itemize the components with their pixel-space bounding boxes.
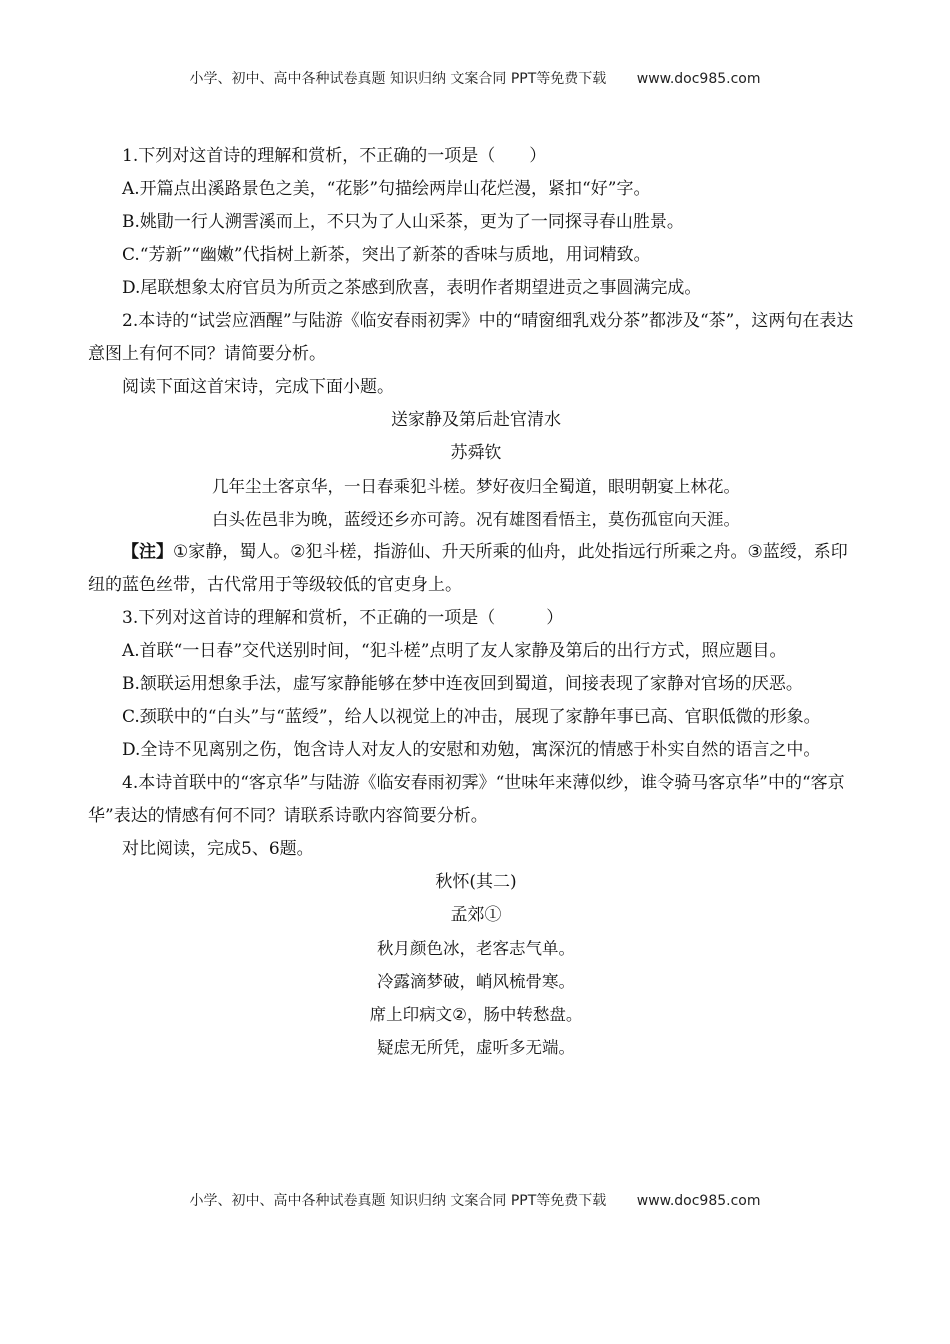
poem-2-title: 秋怀(其二): [435, 872, 517, 892]
question-4: 4.本诗首联中的“客京华”与陆游《临安春雨初霁》“世味年来薄似纱，谁令骑马客京华”中的“客京华”表达的情感有何不同？请联系诗歌内容简要分析。: [88, 773, 845, 826]
poem-1-line-1: 几年尘土客京华，一日春乘犯斗槎。梦好夜归全蜀道，眼明朝宴上林花。: [212, 477, 740, 496]
footer-url[interactable]: www.doc985.com: [636, 1193, 761, 1209]
poem-2-line-3: 席上印病文②，肠中转愁盘。: [369, 1005, 583, 1024]
header-url[interactable]: www.doc985.com: [636, 71, 761, 87]
question-1-option-d: D.尾联想象太府官员为所贡之茶感到欣喜，表明作者期望进贡之事圆满完成。: [122, 278, 702, 298]
question-2: 2.本诗的“试尝应酒醒”与陆游《临安春雨初霁》中的“晴窗细乳戏分茶”都涉及“茶”，这两句在表达意图上有何不同？请简要分析。: [88, 311, 854, 364]
footer-text: 小学、初中、高中各种试卷真题 知识归纳 文案合同 PPT等免费下载: [189, 1193, 607, 1209]
poem-2-line-2: 冷露滴梦破，峭风梳骨寒。: [377, 972, 575, 991]
question-3-option-a: A.首联“一日春”交代送别时间，“犯斗槎”点明了友人家静及第后的出行方式，照应题目。: [122, 641, 787, 661]
poem-1-note: [88, 536, 864, 602]
page-header: [0, 68, 950, 88]
poem-2-author: 孟郊①: [450, 905, 502, 925]
note-body: ①家静，蜀人。②犯斗槎，指游仙、升天所乘的仙舟，此处指远行所乘之舟。③蓝绶，系印纽的蓝色丝带，古代常用于等级较低的官吏身上。: [88, 542, 848, 595]
document-body: [88, 140, 864, 1064]
poem-1-line-2: 白头佐邑非为晚，蓝绶还乡亦可誇。况有雄图看悟主，莫伤孤宦向天涯。: [212, 510, 740, 529]
question-3-option-d: D.全诗不见离别之伤，饱含诗人对友人的安慰和劝勉，寓深沉的情感于朴实自然的语言之中。: [122, 740, 821, 760]
poem-1-author: 苏舜钦: [450, 443, 502, 463]
reading-intro-2: 对比阅读，完成5、6题。: [122, 839, 314, 859]
poem-2-line-4: 疑虑无所凭，虚听多无端。: [377, 1038, 575, 1057]
question-3-stem: 3.下列对这首诗的理解和赏析，不正确的一项是（ ）: [122, 608, 564, 628]
question-1-stem: 1.下列对这首诗的理解和赏析，不正确的一项是（ ）: [122, 146, 547, 166]
question-1-option-c: C.“芳新”“幽嫩”代指树上新茶，突出了新茶的香味与质地，用词精致。: [122, 245, 651, 265]
header-text: 小学、初中、高中各种试卷真题 知识归纳 文案合同 PPT等免费下载: [189, 71, 607, 87]
question-1-option-b: B.姚勖一行人溯霅溪而上，不只为了人山采茶，更为了一同探寻春山胜景。: [122, 212, 684, 232]
poem-2-line-1: 秋月颜色冰，老客志气单。: [377, 939, 575, 958]
page-footer: [0, 1190, 950, 1210]
poem-1-title: 送家静及第后赴官清水: [391, 410, 561, 430]
question-3-option-b: B.颔联运用想象手法，虚写家静能够在梦中连夜回到蜀道，间接表现了家静对官场的厌恶。: [122, 674, 803, 694]
question-3-option-c: C.颈联中的“白头”与“蓝绶”，给人以视觉上的冲击，展现了家静年事已高、官职低微的形象。: [122, 707, 821, 727]
reading-intro-1: 阅读下面这首宋诗，完成下面小题。: [122, 377, 394, 397]
question-1-option-a: A.开篇点出溪路景色之美，“花影”句描绘两岸山花烂漫，紧扣“好”字。: [122, 179, 651, 199]
note-tag: 【注】: [122, 542, 173, 562]
